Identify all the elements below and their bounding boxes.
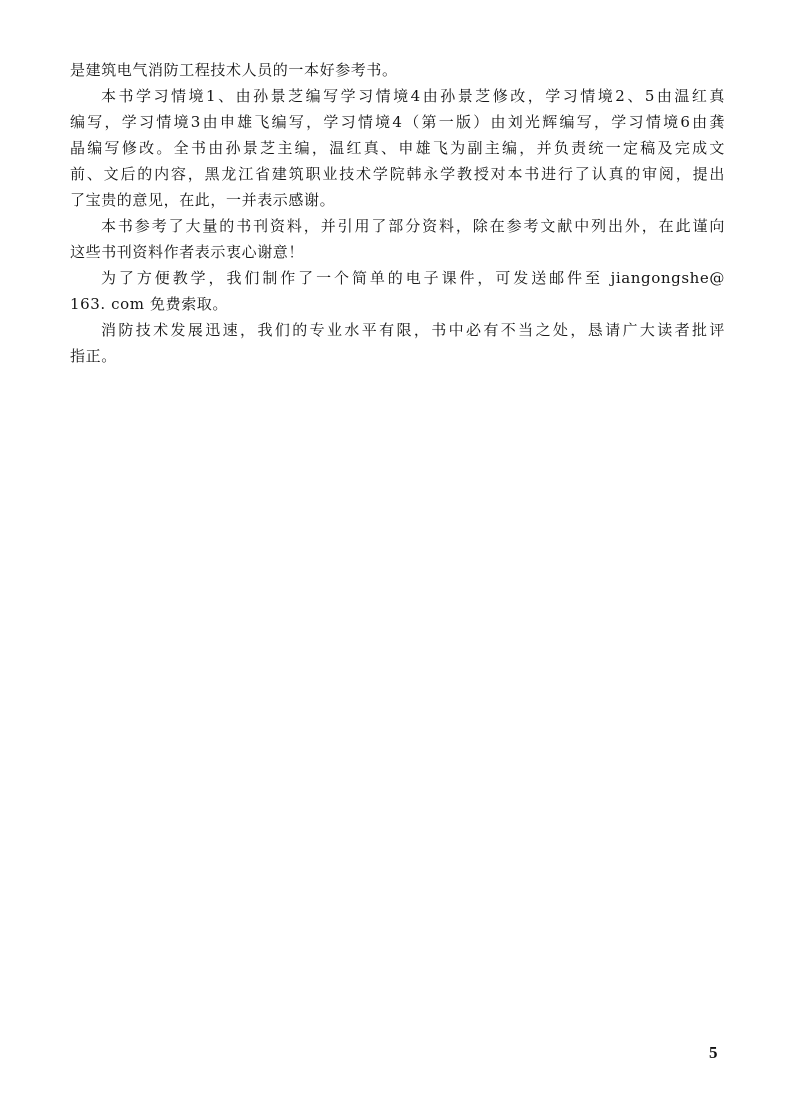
paragraph-line: 是建筑电气消防工程技术人员的一本好参考书。: [70, 61, 398, 79]
paragraph-line: 晶编写修改。全书由孙景芝主编，温红真、申雄飞为副主编，并负责统一定稿及完成文: [70, 139, 725, 157]
paragraph-line: 前、文后的内容，黑龙江省建筑职业技术学院韩永学教授对本书进行了认真的审阅，提出: [70, 165, 725, 183]
page-number: 5: [709, 1043, 718, 1062]
paragraph-line: 编写，学习情境3由申雄飞编写，学习情境4（第一版）由刘光辉编写，学习情境6由龚: [70, 113, 725, 131]
paragraph-line: 为了方便教学，我们制作了一个简单的电子课件，可发送邮件至 jiangongshe@: [101, 269, 725, 287]
paragraph-line: 本书学习情境1、由孙景芝编写学习情境4由孙景芝修改，学习情境2、5由温红真: [101, 87, 725, 105]
paragraph-line: 指正。: [70, 347, 117, 365]
paragraph-line: 消防技术发展迅速，我们的专业水平有限，书中必有不当之处，恳请广大读者批评: [101, 321, 725, 339]
body-text: [70, 57, 725, 369]
paragraph-line: 本书参考了大量的书刊资料，并引用了部分资料，除在参考文献中列出外，在此谨向: [101, 217, 725, 235]
paragraph-line: 这些书刊资料作者表示衷心谢意！: [70, 243, 305, 261]
paragraph-line: 163. com 免费索取。: [70, 295, 228, 313]
paragraph-line: 了宝贵的意见，在此，一并表示感谢。: [70, 191, 336, 209]
